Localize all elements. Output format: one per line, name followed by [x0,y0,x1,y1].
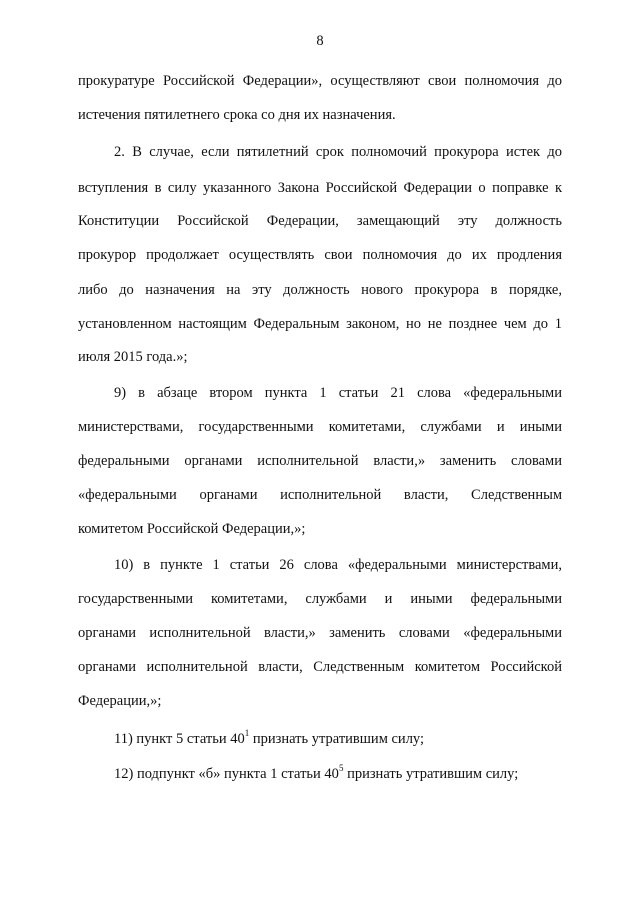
item-12-text-end: признать утратившим силу; [343,766,519,782]
item-12-line [114,765,562,783]
text-line: органами исполнительной власти, Следственным комитетом Российской [78,659,562,675]
text-line: истечения пятилетнего срока со дня их назначения. [78,107,396,123]
text-line: Федерации,»; [78,693,162,709]
text-line: комитетом Российской Федерации,»; [78,521,306,537]
item-12-text: 12) подпункт «б» пункта 1 статьи 40 [114,766,339,782]
text-line: министерствами, государственными комитетами, службами и иными [78,419,562,435]
text-line: государственными комитетами, службами и иными федеральными [78,591,562,607]
text-line: либо до назначения на эту должность нового прокурора в порядке, [78,282,562,298]
text-line: 9) в абзаце втором пункта 1 статьи 21 слова «федеральными [114,385,562,401]
item-11-text-end: признать утратившим силу; [249,731,425,747]
text-line: 2. В случае, если пятилетний срок полномочий прокурора истек до [114,144,562,160]
item-11-line [114,730,562,748]
text-line: федеральными органами исполнительной власти,» заменить словами [78,453,562,469]
item-12-superscript: 5 [338,763,344,774]
page-number: 8 [316,33,324,49]
text-line: вступления в силу указанного Закона Российской Федерации о поправке к [78,180,562,196]
item-11-superscript: 1 [244,728,250,739]
text-line: прокурор продолжает осуществлять свои полномочия до их продления [78,247,562,263]
text-line: органами исполнительной власти,» заменить словами «федеральными [78,625,562,641]
text-line: 10) в пункте 1 статьи 26 слова «федеральными министерствами, [114,557,562,573]
item-11-text: 11) пункт 5 статьи 40 [114,731,245,747]
text-line: прокуратуре Российской Федерации», осуществляют свои полномочия до [78,73,562,89]
text-line: июля 2015 года.»; [78,349,188,365]
text-line: «федеральными органами исполнительной власти, Следственным [78,487,562,503]
text-line: Конституции Российской Федерации, замещающий эту должность [78,213,562,229]
text-line: установленном настоящим Федеральным законом, но не позднее чем до 1 [78,316,562,332]
